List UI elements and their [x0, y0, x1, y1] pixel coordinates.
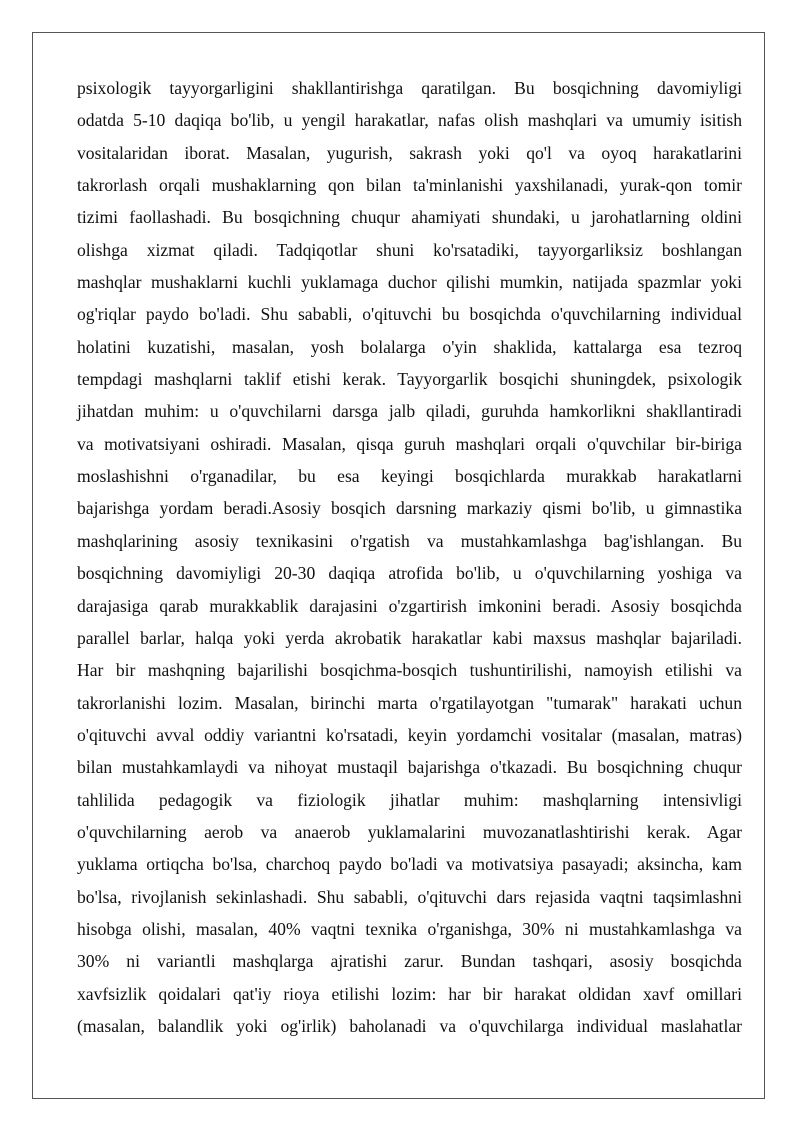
text-line: psixologik tayyorgarligini shakllantirishga qaratilgan. Bu bosqichning davomiyligi: [77, 78, 742, 98]
text-line: parallel barlar, halqa yoki yerda akrobatik harakatlar kabi maxsus mashqlar bajariladi.: [77, 627, 742, 648]
text-line: bo'lsa, rivojlanish sekinlashadi. Shu sababli, o'qituvchi dars rejasida vaqtni taqsimlashni: [77, 886, 742, 907]
text-line: xavfsizlik qoidalari qat'iy rioya etilishi lozim: har bir harakat oldidan xavf omillari: [77, 983, 742, 1004]
text-line: bajarishga yordam beradi.Asosiy bosqich darsning markaziy qismi bo'lib, u gimnastika: [77, 498, 742, 519]
text-line: va motivatsiyani oshiradi. Masalan, qisqa guruh mashqlari orqali o'quvchilar bir-biriga: [77, 433, 742, 454]
text-line: o'qituvchi avval oddiy variantni ko'rsatadi, keyin yordamchi vositalar (masalan, matras): [77, 724, 742, 745]
text-line: olishga xizmat qiladi. Tadqiqotlar shuni ko'rsatadiki, tayyorgarliksiz boshlangan: [77, 239, 742, 260]
text-line: tempdagi mashqlarni taklif etishi kerak. Tayyorgarlik bosqichi shuningdek, psixologik: [77, 369, 742, 390]
text-line: takrorlash orqali mushaklarning qon bilan ta'minlanishi yaxshilanadi, yurak-qon tomir: [77, 175, 742, 196]
text-line: bosqichning davomiyligi 20-30 daqiqa atrofida bo'lib, u o'quvchilarning yoshiga va: [77, 563, 742, 584]
text-line: hisobga olishi, masalan, 40% vaqtni texnika o'rganishga, 30% ni mustahkamlashga va: [77, 918, 742, 939]
text-line: tahlilida pedagogik va fiziologik jihatlar muhim: mashqlarning intensivligi: [77, 789, 742, 810]
text-line: jihatdan muhim: u o'quvchilarni darsga jalb qiladi, guruhda hamkorlikni shakllantiradi: [77, 401, 742, 422]
text-line: Har bir mashqning bajarilishi bosqichma-bosqich tushuntirilishi, namoyish etilishi va: [77, 660, 742, 681]
text-line: (masalan, balandlik yoki og'irlik) baholanadi va o'quvchilarga individual maslahatlar: [77, 1015, 742, 1036]
body-paragraph: [77, 72, 742, 1042]
text-line: vositalaridan iborat. Masalan, yugurish, sakrash yoki qo'l va oyoq harakatlarini: [77, 142, 742, 163]
text-line: odatda 5-10 daqiqa bo'lib, u yengil harakatlar, nafas olish mashqlari va umumiy isitish: [77, 110, 742, 131]
text-line: o'quvchilarning aerob va anaerob yuklamalarini muvozanatlashtirishi kerak. Agar: [77, 821, 742, 842]
text-line: moslashishni o'rganadilar, bu esa keyingi bosqichlarda murakkab harakatlarni: [77, 466, 742, 487]
text-line: yuklama ortiqcha bo'lsa, charchoq paydo bo'ladi va motivatsiya pasayadi; aksincha, kam: [77, 854, 742, 875]
text-line: mashqlarining asosiy texnikasini o'rgatish va mustahkamlashga bag'ishlangan. Bu: [77, 530, 742, 551]
text-line: 30% ni variantli mashqlarga ajratishi zarur. Bundan tashqari, asosiy bosqichda: [77, 951, 742, 972]
text-line: mashqlar mushaklarni kuchli yuklamaga duchor qilishi mumkin, natijada spazmlar yoki: [77, 272, 742, 293]
text-line: darajasiga qarab murakkablik darajasini o'zgartirish imkonini beradi. Asosiy bosqichda: [77, 595, 742, 616]
text-line: bilan mustahkamlaydi va nihoyat mustaqil bajarishga o'tkazadi. Bu bosqichning chuqur: [77, 757, 742, 778]
text-line: og'riqlar paydo bo'ladi. Shu sababli, o'qituvchi bu bosqichda o'quvchilarning individual: [77, 304, 742, 325]
text-line: tizimi faollashadi. Bu bosqichning chuqur ahamiyati shundaki, u jarohatlarning oldini: [77, 207, 742, 228]
text-line: takrorlanishi lozim. Masalan, birinchi marta o'rgatilayotgan "tumarak" harakati uchun: [77, 692, 742, 713]
text-line: holatini kuzatishi, masalan, yosh bolalarga o'yin shaklida, kattalarga esa tezroq: [77, 336, 742, 357]
